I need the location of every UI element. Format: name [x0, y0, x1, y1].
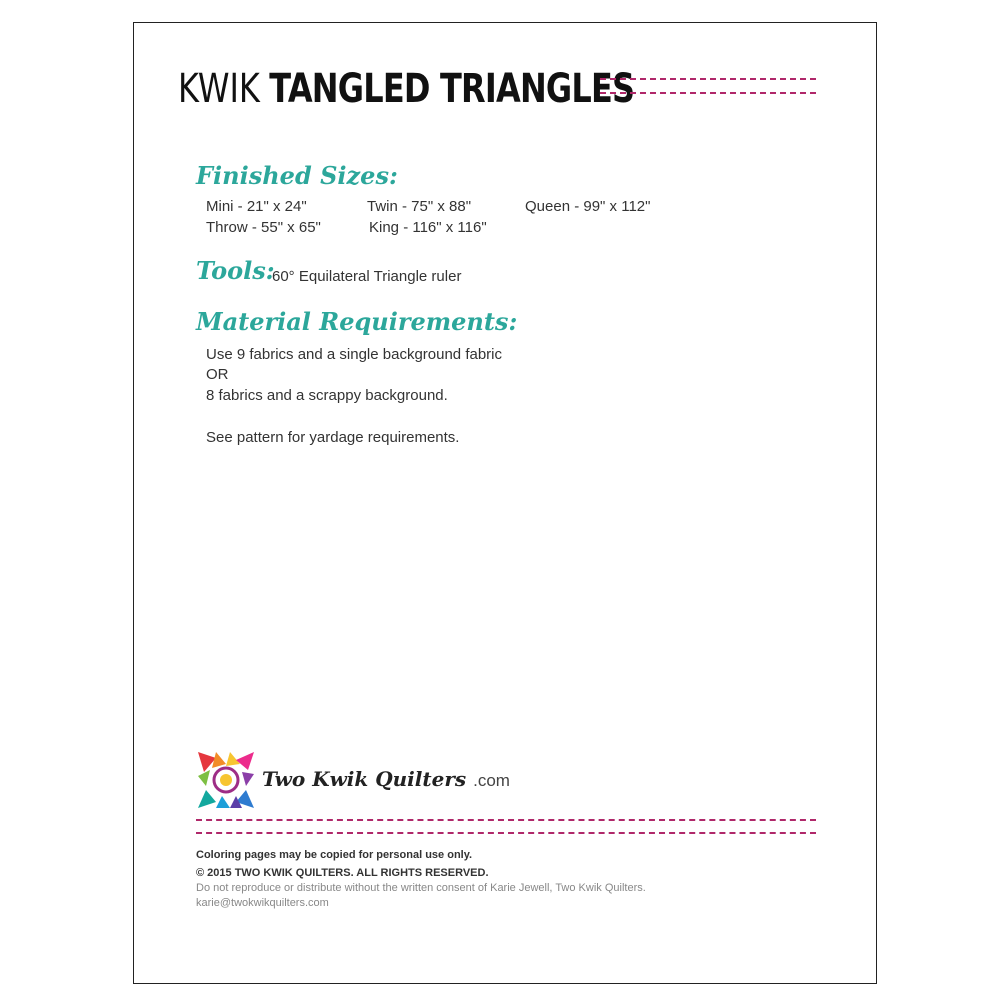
material-line: 8 fabrics and a scrappy background.	[206, 387, 448, 404]
dashed-divider-bottom	[196, 819, 816, 821]
dashed-divider-top	[600, 92, 816, 94]
brand-name	[262, 767, 510, 791]
material-line: OR	[206, 366, 229, 383]
finished-sizes-heading: Finished Sizes:	[196, 161, 398, 190]
pattern-page	[133, 22, 877, 984]
footer-email[interactable]: karie@twokwikquilters.com	[196, 897, 329, 909]
size-item: Twin - 75" x 88"	[367, 198, 472, 215]
tools-heading: Tools:	[196, 256, 275, 285]
tools-text: 60° Equilateral Triangle ruler	[272, 268, 462, 285]
size-item: Throw - 55" x 65"	[206, 219, 321, 236]
pattern-title	[178, 65, 634, 113]
footer-notice: Coloring pages may be copied for personal use only.	[196, 849, 473, 861]
size-item: King - 116" x 116"	[369, 219, 487, 236]
title-bold: TANGLED TRIANGLES	[269, 66, 635, 112]
brand-label: Two Kwik Quilters	[262, 767, 467, 791]
material-heading: Material Requirements:	[196, 307, 518, 336]
size-item: Mini - 21" x 24"	[206, 198, 307, 215]
size-item: Queen - 99" x 112"	[525, 198, 651, 215]
brand-domain: .com	[473, 771, 510, 790]
dashed-divider-top	[600, 78, 816, 80]
footer-consent: Do not reproduce or distribute without the written consent of Karie Jewell, Two Kwik Quilters.	[196, 882, 646, 894]
footer-copyright: © 2015 TWO KWIK QUILTERS. ALL RIGHTS RESERVED.	[196, 867, 489, 879]
dashed-divider-bottom	[196, 832, 816, 834]
material-line: Use 9 fabrics and a single background fabric	[206, 346, 503, 363]
title-light: KWIK	[178, 66, 260, 112]
material-line: See pattern for yardage requirements.	[206, 429, 460, 446]
quilt-logo-icon	[196, 750, 256, 810]
